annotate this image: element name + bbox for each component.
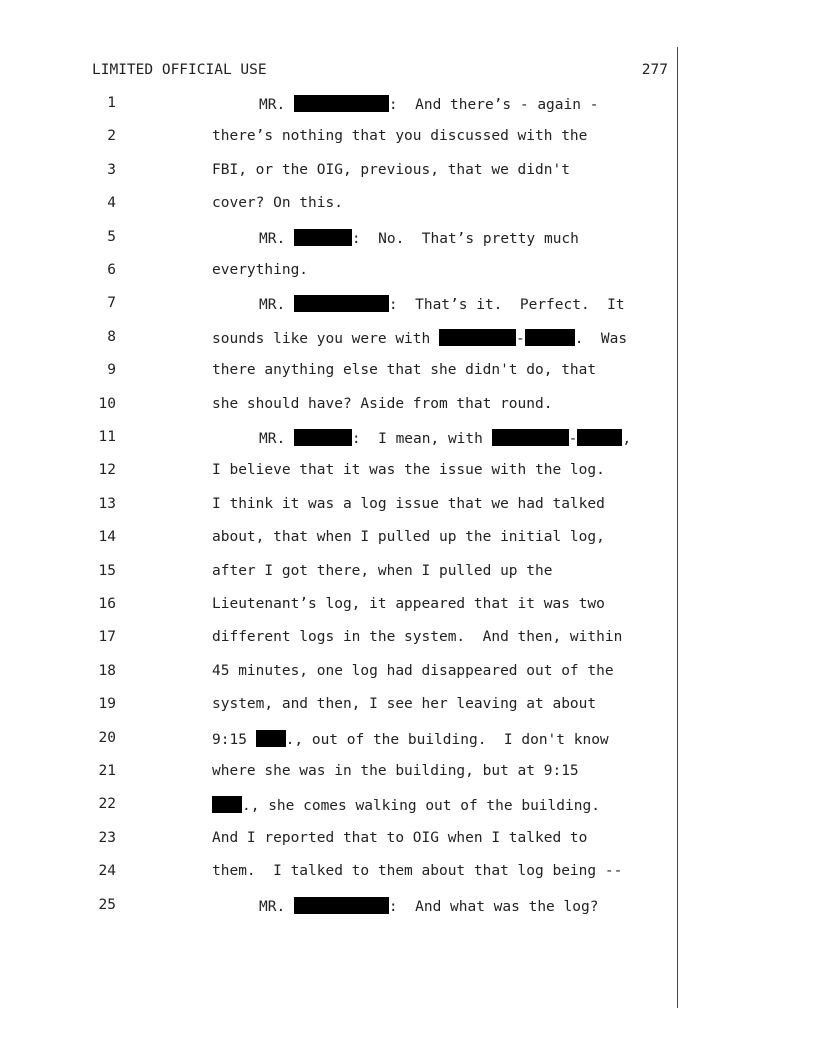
text-segment: . Was: [574, 330, 628, 347]
transcript-line: [0, 162, 680, 182]
line-number: 13: [98, 495, 116, 512]
redaction-box: [294, 295, 389, 312]
text-segment: 9:15: [212, 731, 256, 748]
line-number: 25: [98, 896, 116, 913]
text-segment: after I got there, when I pulled up the: [212, 562, 553, 579]
text-segment: ., she comes walking out of the building.: [242, 798, 600, 815]
page-number: 277: [641, 62, 668, 78]
line-number: 3: [107, 161, 116, 178]
line-number: 20: [98, 729, 116, 746]
line-text: [259, 295, 625, 313]
text-segment: : And what was the log?: [388, 898, 599, 915]
text-segment: : No. That’s pretty much: [351, 230, 579, 247]
transcript-line: [0, 663, 680, 683]
line-number: 4: [107, 195, 116, 212]
line-text: [212, 329, 627, 347]
transcript-line: [0, 696, 680, 716]
line-number: 15: [98, 562, 116, 579]
transcript-line: [0, 195, 680, 215]
line-text: [259, 95, 598, 113]
line-text: [212, 529, 605, 545]
line-number: 10: [98, 395, 116, 412]
line-number: 1: [107, 95, 116, 111]
transcript-line: [0, 763, 680, 783]
text-segment: different logs in the system. And then, within: [212, 629, 623, 646]
line-text: [212, 362, 596, 378]
line-number: 18: [98, 662, 116, 679]
line-number: 9: [107, 362, 116, 379]
transcript-line: [0, 329, 680, 349]
line-text: [212, 128, 587, 144]
line-number: 23: [98, 829, 116, 846]
line-text: [259, 229, 579, 247]
redaction-box: [256, 730, 286, 747]
line-text: [259, 429, 631, 447]
transcript-line: [0, 563, 680, 583]
line-number: 2: [107, 128, 116, 145]
text-segment: cover? On this.: [212, 195, 343, 212]
line-number: 12: [98, 462, 116, 479]
line-text: [212, 462, 605, 478]
transcript-line: [0, 796, 680, 816]
line-text: [212, 763, 579, 779]
line-number: 6: [107, 262, 116, 278]
text-segment: them. I talked to them about that log being --: [212, 863, 623, 880]
text-segment: there anything else that she didn't do, that: [212, 362, 597, 379]
transcript-line: [0, 262, 680, 282]
line-text: [259, 897, 598, 915]
line-text: [212, 629, 622, 645]
text-segment: MR.: [259, 898, 294, 915]
text-segment: everything.: [212, 262, 309, 278]
line-number: 16: [98, 596, 116, 612]
redaction-box: [294, 429, 352, 446]
redaction-box: [492, 429, 569, 446]
text-segment: where she was in the building, but at 9:15: [212, 763, 579, 779]
text-segment: FBI, or the OIG, previous, that we didn't: [212, 161, 570, 178]
text-segment: And I reported that to OIG when I talked to: [212, 829, 588, 846]
redaction-box: [294, 229, 352, 246]
line-text: [212, 696, 596, 712]
redaction-box: [439, 329, 516, 346]
transcript-line: [0, 462, 680, 482]
transcript-line: [0, 596, 680, 616]
line-text: [212, 663, 614, 679]
line-number: 8: [107, 328, 116, 345]
line-text: [212, 563, 552, 579]
text-segment: I think it was a log issue that we had talked: [212, 495, 605, 512]
text-segment: MR.: [259, 297, 294, 314]
text-segment: about, that when I pulled up the initial log,: [212, 529, 605, 546]
line-number: 7: [107, 295, 116, 312]
line-number: 24: [98, 863, 116, 880]
header-classification: LIMITED OFFICIAL USE: [92, 62, 267, 78]
line-text: [212, 730, 609, 748]
line-text: [212, 830, 587, 846]
text-segment: she should have? Aside from that round.: [212, 395, 553, 412]
text-segment: : I mean, with: [351, 431, 492, 447]
text-segment: : And there’s - again -: [388, 97, 599, 113]
line-text: [212, 796, 600, 814]
text-segment: sounds like you were with: [212, 330, 439, 347]
line-number: 22: [98, 796, 116, 813]
text-segment: ., out of the building. I don't know: [285, 731, 609, 748]
transcript-line: [0, 863, 680, 883]
text-segment: MR.: [259, 431, 294, 447]
text-segment: MR.: [259, 230, 294, 247]
line-number: 17: [98, 629, 116, 646]
text-segment: : That’s it. Perfect. It: [388, 297, 625, 314]
transcript-line: [0, 629, 680, 649]
line-number: 11: [98, 429, 116, 445]
transcript-line: [0, 362, 680, 382]
text-segment: -: [568, 431, 578, 447]
redaction-box: [294, 897, 389, 914]
transcript-line: [0, 128, 680, 148]
text-segment: I believe that it was the issue with the log.: [212, 462, 605, 479]
line-text: [212, 863, 622, 879]
transcript-line: [0, 529, 680, 549]
transcript-line: [0, 229, 680, 249]
transcript-line: [0, 295, 680, 315]
line-number: 14: [98, 529, 116, 546]
redaction-box: [294, 95, 389, 112]
transcript-line: [0, 95, 680, 115]
line-number: 19: [98, 696, 116, 713]
text-segment: system, and then, I see her leaving at about: [212, 696, 597, 713]
redaction-box: [577, 429, 622, 446]
transcript-line: [0, 830, 680, 850]
line-text: [212, 596, 605, 612]
text-segment: ,: [622, 431, 632, 447]
redaction-box: [525, 329, 575, 346]
transcript-line: [0, 429, 680, 449]
line-text: [212, 162, 570, 178]
transcript-line: [0, 897, 680, 917]
line-number: 21: [98, 763, 116, 779]
line-text: [212, 396, 552, 412]
text-segment: there’s nothing that you discussed with the: [212, 128, 588, 145]
transcript-line: [0, 730, 680, 750]
transcript-line: [0, 396, 680, 416]
text-segment: MR.: [259, 97, 294, 113]
line-text: [212, 496, 605, 512]
transcript-line: [0, 496, 680, 516]
redaction-box: [212, 796, 242, 813]
line-text: [212, 262, 308, 278]
text-segment: -: [515, 330, 525, 347]
line-text: [212, 195, 343, 211]
text-segment: Lieutenant’s log, it appeared that it was two: [212, 596, 605, 612]
text-segment: 45 minutes, one log had disappeared out of the: [212, 662, 614, 679]
line-number: 5: [107, 228, 116, 245]
